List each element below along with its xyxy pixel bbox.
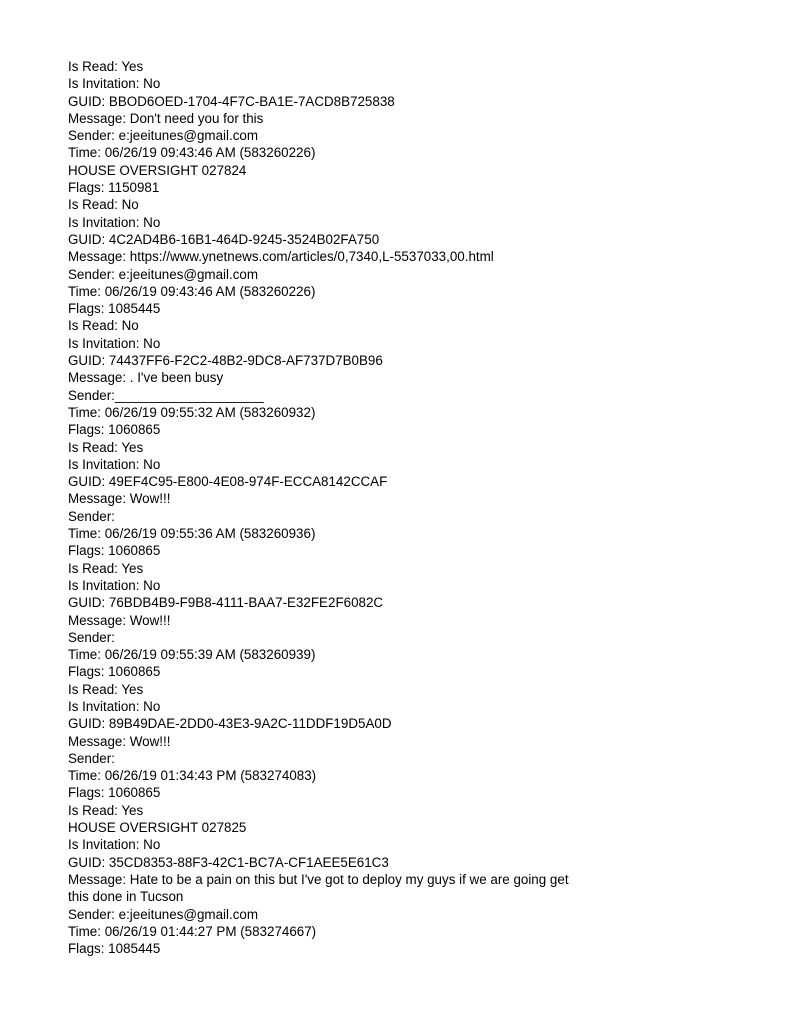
field-message: Message: . I've been busy xyxy=(68,370,224,386)
field-time: Time: 06/26/19 01:34:43 PM (583274083) xyxy=(68,768,317,784)
field-flags: Flags: 1060865 xyxy=(68,543,161,559)
field-guid: GUID: BBOD6OED-1704-4F7C-BA1E-7ACD8B725838 xyxy=(68,93,395,109)
field-is-read: Is Read: Yes xyxy=(68,439,144,455)
field-is-read: Is Read: Yes xyxy=(68,802,144,818)
field-time: Time: 06/26/19 09:55:32 AM (583260932) xyxy=(68,404,316,420)
field-flags: Flags: 1085445 xyxy=(68,941,161,957)
field-is-read: Is Read: Yes xyxy=(68,560,144,576)
field-message-continued: this done in Tucson xyxy=(68,889,184,905)
field-message: Message: https://www.ynetnews.com/articles/0,7340,L-5537033,00.html xyxy=(68,249,494,265)
field-flags: Flags: 1060865 xyxy=(68,422,161,438)
field-is-invitation: Is Invitation: No xyxy=(68,837,161,853)
field-guid: GUID: 76BDB4B9-F9B8-4111-BAA7-E32FE2F6082C xyxy=(68,595,384,611)
field-guid: GUID: 35CD8353-88F3-42C1-BC7A-CF1AEE5E61C3 xyxy=(68,854,389,870)
field-sender: Sender: xyxy=(68,750,115,766)
field-sender: Sender: xyxy=(68,629,115,645)
field-sender: Sender: e:jeeitunes@gmail.com xyxy=(68,906,258,922)
bates-stamp: HOUSE OVERSIGHT 027825 xyxy=(68,820,247,836)
field-time: Time: 06/26/19 09:55:36 AM (583260936) xyxy=(68,526,316,542)
field-message: Message: Wow!!! xyxy=(68,612,171,628)
field-message: Message: Hate to be a pain on this but I've got to deploy my guys if we are going get xyxy=(68,871,569,887)
field-guid: GUID: 74437FF6-F2C2-48B2-9DC8-AF737D7B0B96 xyxy=(68,353,383,369)
field-time: Time: 06/26/19 09:43:46 AM (583260226) xyxy=(68,145,316,161)
field-is-invitation: Is Invitation: No xyxy=(68,456,161,472)
document-body xyxy=(68,58,728,957)
field-time: Time: 06/26/19 01:44:27 PM (583274667) xyxy=(68,923,317,939)
field-is-read: Is Read: No xyxy=(68,318,139,334)
field-flags: Flags: 1060865 xyxy=(68,785,161,801)
field-guid: GUID: 4C2AD4B6-16B1-464D-9245-3524B02FA750 xyxy=(68,231,380,247)
field-message: Message: Don't need you for this xyxy=(68,110,264,126)
bates-stamp: HOUSE OVERSIGHT 027824 xyxy=(68,162,247,178)
field-flags: Flags: 1150981 xyxy=(68,180,160,196)
field-is-read: Is Read: Yes xyxy=(68,59,144,74)
field-time: Time: 06/26/19 09:43:46 AM (583260226) xyxy=(68,283,316,299)
field-guid: GUID: 89B49DAE-2DD0-43E3-9A2C-11DDF19D5A0D xyxy=(68,716,392,732)
field-is-read: Is Read: No xyxy=(68,197,139,213)
field-message: Message: Wow!!! xyxy=(68,491,171,507)
field-is-invitation: Is Invitation: No xyxy=(68,76,161,92)
field-flags: Flags: 1085445 xyxy=(68,301,161,317)
field-is-invitation: Is Invitation: No xyxy=(68,214,161,230)
field-sender: Sender:____________________ xyxy=(68,387,264,403)
field-sender: Sender: xyxy=(68,508,115,524)
field-is-invitation: Is Invitation: No xyxy=(68,698,161,714)
field-message: Message: Wow!!! xyxy=(68,733,171,749)
field-time: Time: 06/26/19 09:55:39 AM (583260939) xyxy=(68,647,316,663)
field-guid: GUID: 49EF4C95-E800-4E08-974F-ECCA8142CCAF xyxy=(68,474,388,490)
field-is-invitation: Is Invitation: No xyxy=(68,577,161,593)
field-is-read: Is Read: Yes xyxy=(68,681,144,697)
field-is-invitation: Is Invitation: No xyxy=(68,335,161,351)
field-flags: Flags: 1060865 xyxy=(68,664,161,680)
field-sender: Sender: e:jeeitunes@gmail.com xyxy=(68,128,258,144)
field-sender: Sender: e:jeeitunes@gmail.com xyxy=(68,266,258,282)
